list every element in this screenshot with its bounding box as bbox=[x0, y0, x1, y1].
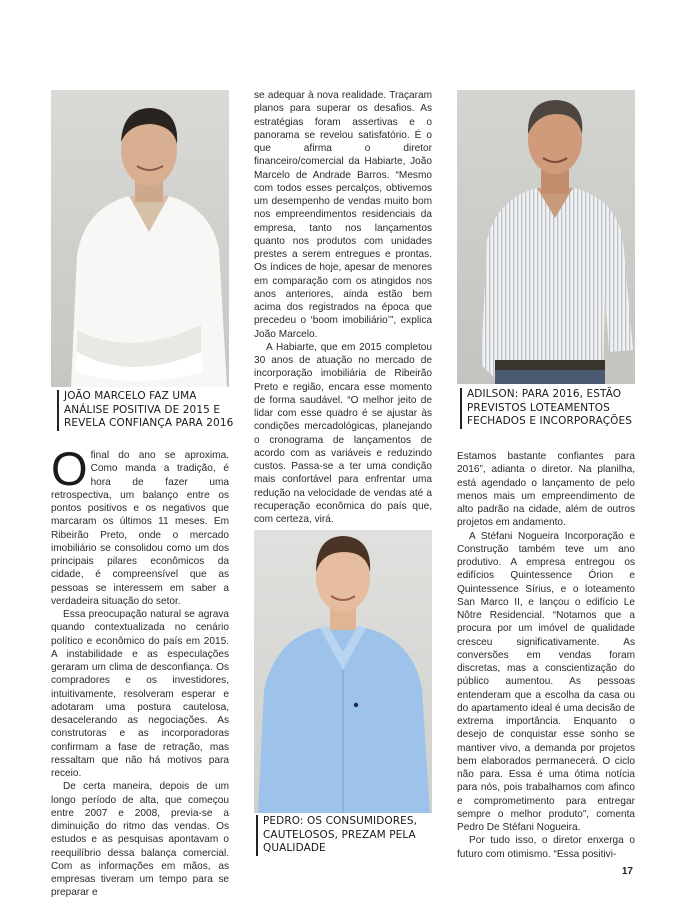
paragraph: se adequar à nova realidade. Traçaram planos para superar os desafios. As estratégias foram assertivas e o panorama se revelou satisfatório. É o que afirma o diretor financeiro/comercial da Habiarte, João Marcelo de Andrade Barros. “Mesmo com todos esses percalços, obtivemos um desempenho de vendas muito bom nos empreendimentos residenciais da empresa, tanto nos lançamentos quanto nos produtos com unidades prestes a serem entregues e prontas. Os índices de hoje, apesar de menores em comparação com os atingidos nos anos anteriores, ainda estão bem acima dos registrados na época que precedeu o ‘boom imobiliário’”, explica João Marcelo. bbox=[254, 90, 432, 340]
paragraph: De certa maneira, depois de um longo período de alta, que começou entre 2007 e 2008, previa-se a diminuição do ritmo das vendas. Os estudos e as pesquisas apontavam o reequilíbrio dessa balança comercial. Com as informações em mãos, as empresas tiveram um tempo para se preparar e bbox=[51, 781, 229, 899]
caption-pedro: PEDRO: OS CONSUMIDORES, CAUTELOSOS, PREZAM PELA QUALIDADE bbox=[256, 815, 439, 856]
drop-cap: O bbox=[51, 442, 88, 495]
photo-joao-marcelo bbox=[51, 90, 229, 387]
article-column-1 bbox=[51, 442, 229, 900]
paragraph: Por tudo isso, o diretor enxerga o futuro com otimismo. “Essa positivi- bbox=[457, 835, 635, 860]
article-column-2 bbox=[254, 89, 432, 526]
paragraph: Estamos bastante confiantes para 2016”, adianta o diretor. Na planilha, está agendado o lançamento de pelo menos mais um empreendimento de alto padrão na cidade, além de outros projetos em andamento. bbox=[457, 451, 635, 529]
paragraph: Essa preocupação natural se agrava quando contextualizada no cenário político e econômico do país em 2015. A instabilidade e as especulações geraram um clima de desconfiança. Os compradores e os investidores, intuitivamente, resolveram esperar e adotaram uma postura cautelosa, desacelerando as negociações. As construtoras e as incorporadoras confirmam a fase de retração, mas ressaltam que não há motivos para receio. bbox=[51, 609, 229, 779]
caption-adilson: ADILSON: PARA 2016, ESTÃO PREVISTOS LOTEAMENTOS FECHADOS E INCORPORAÇÕES bbox=[460, 388, 643, 429]
paragraph: A Habiarte, que em 2015 completou 30 anos de atuação no mercado de incorporação imobiliária de Ribeirão Preto e região, encara esse momento de forma saudável. “O melhor jeito de lidar com esse quadro é se ajustar às condições mercadológicas, planejando o cronograma de lançamentos de acordo com as variáveis e reduzindo custos. Passa-se a ter uma condição mais confortável para enfrentar uma redução na velocidade de vendas até a recuperação econômica do país que, com certeza, virá. bbox=[254, 341, 432, 525]
caption-joao-marcelo: JOÃO MARCELO FAZ UMA ANÁLISE POSITIVA DE 2015 E REVELA CONFIANÇA PARA 2016 bbox=[57, 390, 240, 431]
article-column-3 bbox=[457, 450, 635, 861]
photo-pedro bbox=[254, 530, 432, 813]
paragraph: A Stéfani Nogueira Incorporação e Construção também teve um ano produtivo. A empresa entregou os edifícios Quintessence Órion e Quintessence Sírius, e o loteamento San Marco II, e lançou o edifício Le Nôtre Residencial. “Notamos que a procura por um imóvel de qualidade cresceu significativamente. As conversões em vendas foram discretas, mas a conscientização do público aumentou. As pessoas entenderam que a escolha da casa ou do apartamento ideal é uma decisão de extrema importância. Enquanto o desejo de conquistar esse sonho se mantiver vivo, a demanda por projetos bem elaborados permanecerá. O ciclo não para. Essa é uma ótima notícia para nós, pois trabalhamos com afinco e comprometimento para entregar sempre o melhor produto”, comenta Pedro De Stéfani Nogueira. bbox=[457, 530, 635, 833]
page-number: 17 bbox=[621, 866, 633, 877]
photo-adilson bbox=[457, 90, 635, 384]
paragraph: final do ano se aproxima. Como manda a tradição, é hora de fazer uma retrospectiva, um balanço entre os pontos positivos e os negativos que marcaram os últimos 11 meses. Em Ribeirão Preto, onde o mercado imobiliário se consolidou como um dos principais pilares econômicos da cidade, é compreensível que as pessoas se interessem em saber a verdadeira situação do setor. bbox=[51, 450, 229, 607]
